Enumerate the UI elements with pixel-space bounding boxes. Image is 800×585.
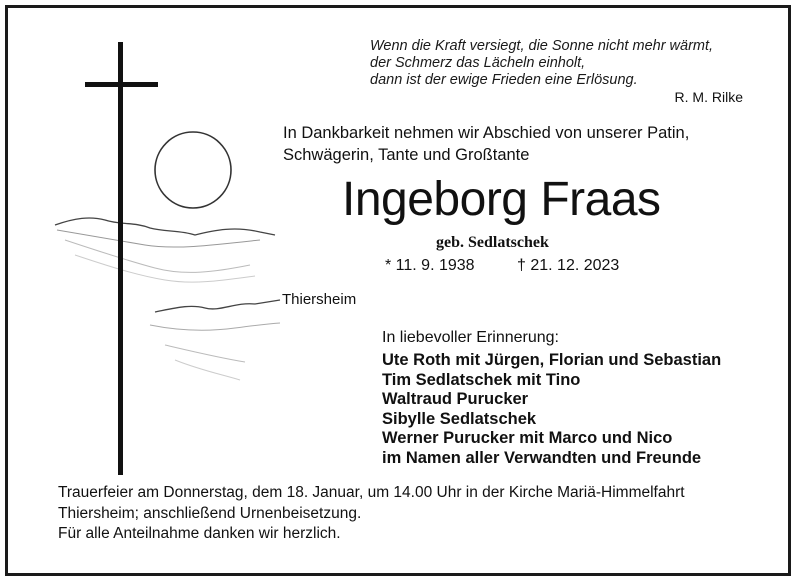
poem-line: Wenn die Kraft versiegt, die Sonne nicht mehr wärmt,	[370, 38, 714, 54]
poem-quote	[370, 38, 713, 89]
maiden-name: geb. Sedlatschek	[436, 234, 549, 251]
life-dates	[385, 257, 619, 275]
death-date: † 21. 12. 2023	[517, 257, 620, 274]
mourner-line: Werner Purucker mit Marco und Nico	[382, 429, 673, 447]
service-info: Trauerfeier am Donnerstag, dem 18. Januar, um 14.00 Uhr in der Kirche Mariä-Himmelfahrt Thiersheim; anschließend Urnenbeisetzung.	[58, 484, 685, 522]
cross-vertical	[118, 42, 123, 475]
birth-date: * 11. 9. 1938	[385, 257, 475, 274]
poem-author: R. M. Rilke	[674, 89, 743, 105]
sun-drawing	[155, 132, 231, 208]
cross-horizontal	[85, 82, 158, 87]
mourner-line: Tim Sedlatschek mit Tino	[382, 370, 581, 389]
intro-text: In Dankbarkeit nehmen wir Abschied von unserer Patin, Schwägerin, Tante und Großtante	[283, 124, 690, 164]
hometown: Thiersheim	[282, 291, 357, 308]
poem-line: der Schmerz das Lächeln einholt,	[370, 55, 586, 71]
mourner-line: im Namen aller Verwandten und Freunde	[382, 448, 702, 467]
mourner-line: Waltraud Purucker	[382, 390, 529, 408]
mourner-line: Ute Roth mit Jürgen, Florian und Sebastian	[382, 351, 722, 369]
thanks-text: Für alle Anteilnahme danken wir herzlich.	[58, 525, 341, 542]
poem-line: dann ist der ewige Frieden eine Erlösung.	[370, 72, 638, 88]
mourner-line: Sibylle Sedlatschek	[382, 409, 537, 428]
hills-drawing	[55, 218, 275, 235]
mourners-list	[382, 351, 721, 468]
memory-heading: In liebevoller Erinnerung:	[382, 329, 559, 346]
cross-landscape-illustration	[45, 40, 285, 480]
deceased-name: Ingeborg Fraas	[342, 173, 661, 226]
